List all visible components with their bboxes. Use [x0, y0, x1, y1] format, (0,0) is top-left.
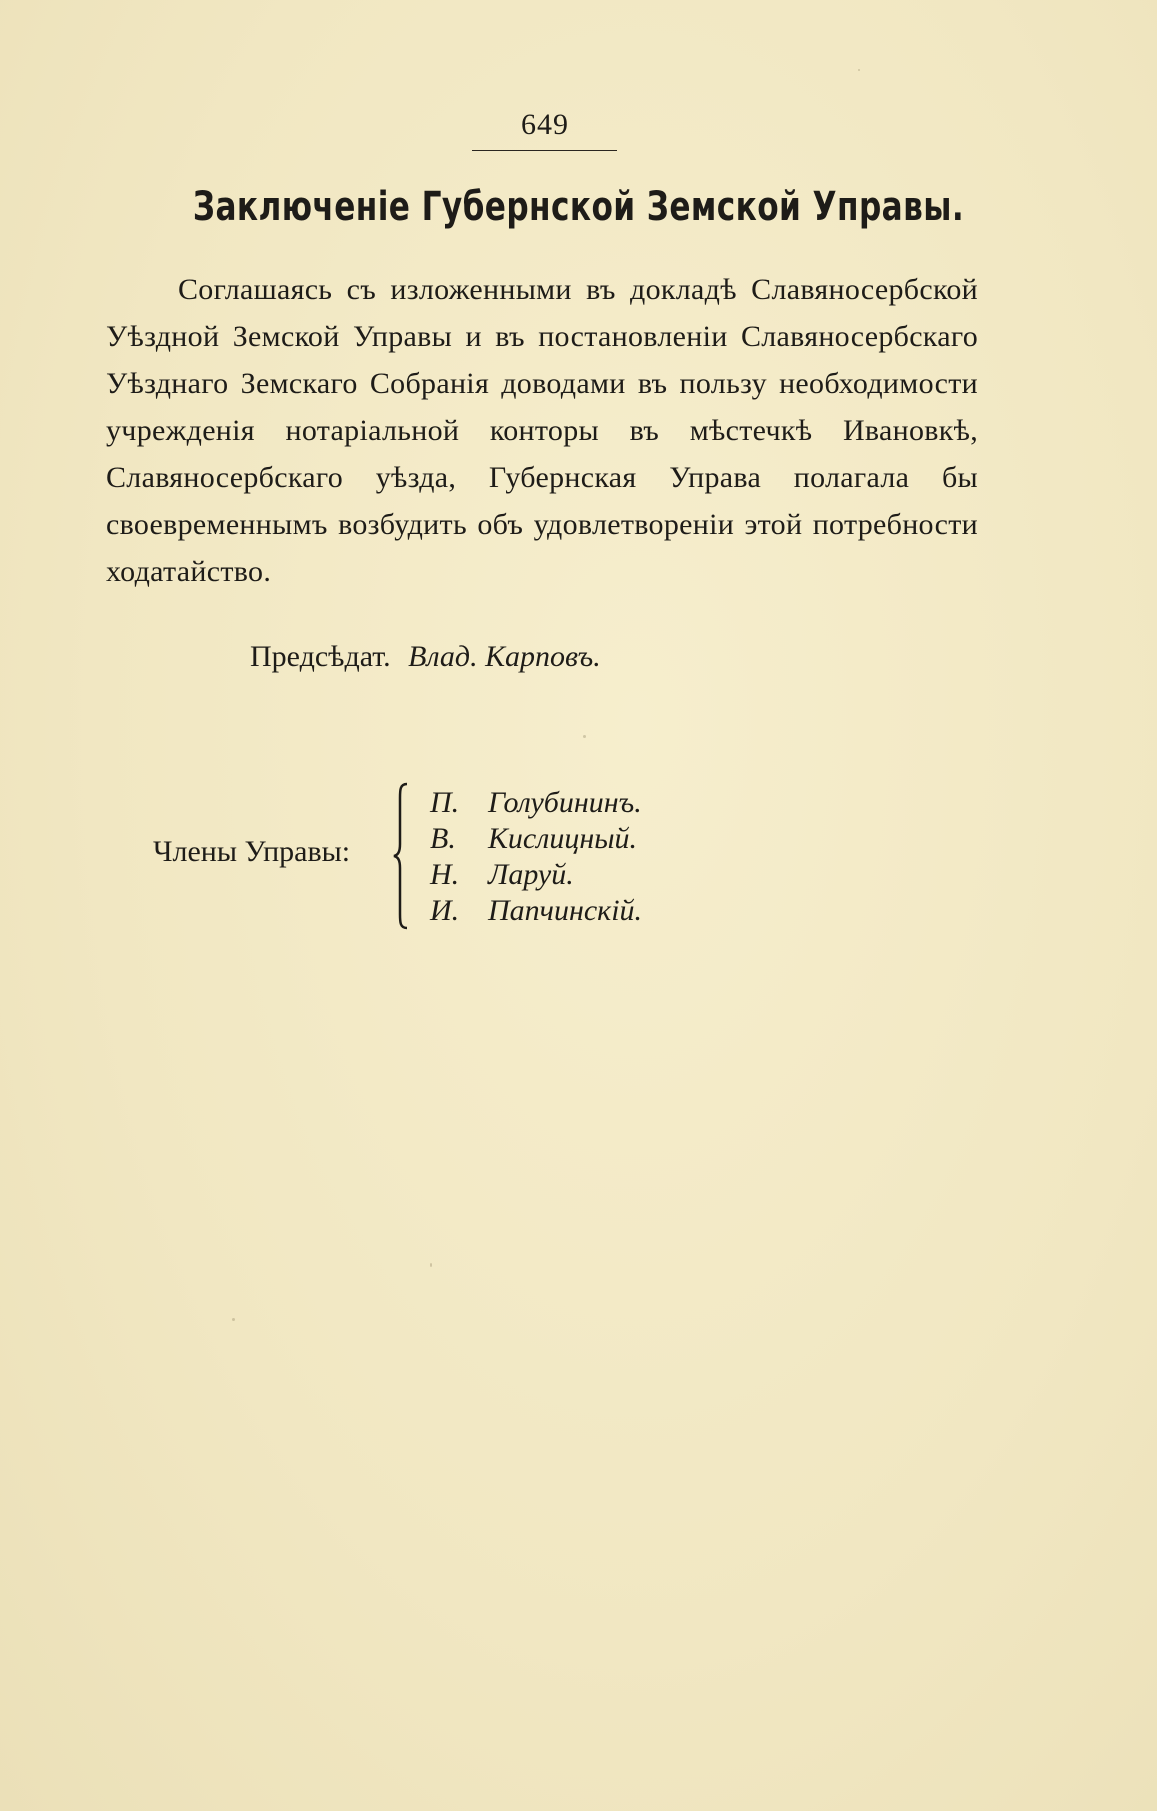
member-initial: Н. [430, 858, 460, 891]
paper-speck [583, 735, 586, 738]
member-name: Ларуй. [488, 858, 574, 891]
body-paragraph: Соглашаясь съ изложенными въ докладѣ Славяносербской Уѣздной Земской Управы и въ постановленіи Славяносербскаго Уѣзднаго Земскаго Собранія доводами въ пользу необходимости учрежденія нотаріальной конторы въ мѣстечкѣ Ивановкѣ, Славяносербскаго уѣзда, Губернская Управа полагала бы своевременнымъ возбудить объ удовлетвореніи этой потребности ходатайство. [106, 273, 978, 588]
member-name: Голубининъ. [488, 786, 642, 819]
paper-speck [430, 1263, 432, 1267]
section-heading: Заключеніе Губернской Земской Управы. [192, 184, 965, 230]
member-row [430, 821, 642, 857]
paper-speck [232, 1318, 235, 1321]
member-initial: П. [430, 786, 460, 819]
members-list [430, 785, 642, 929]
curly-brace-icon [391, 782, 413, 930]
member-name: Папчинскій. [488, 894, 643, 927]
page-number: 649 [521, 108, 569, 141]
member-row [430, 857, 642, 893]
chairman-label: Предсѣдат. [250, 640, 391, 673]
members-label: Члены Управы: [153, 835, 351, 868]
member-row [430, 893, 642, 929]
member-name: Кислицный. [488, 822, 638, 855]
paper-speck [858, 69, 860, 71]
chairman-signature: Влад. Карповъ. [408, 640, 601, 673]
chairman-signature-line [250, 640, 601, 674]
member-initial: В. [430, 822, 456, 855]
member-row [430, 785, 642, 821]
member-initial: И. [430, 894, 460, 927]
page-number-rule [472, 150, 617, 151]
